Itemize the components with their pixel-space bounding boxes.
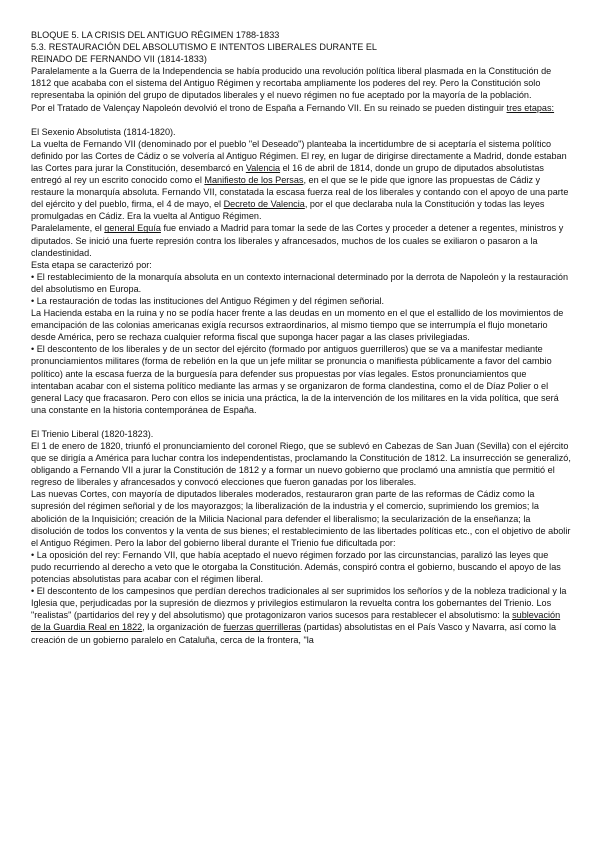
- trienio-paragraph-2: Las nuevas Cortes, con mayoría de diputados liberales moderados, restauraron gran parte de las reformas de Cádiz como la supresión del régimen señorial y de los mayorazgos; la liberalización de la industria y el comercio, suprimiendo los gremios; la abolición de la Inquisición; creación de la Milicia Nacional para defender el liberalismo; la secularización de la enseñanza; la disolución de todos los conventos y la venta de sus bienes; el restablecimiento de las libertades políticas etc., con el objetivo de abolir el Antiguo Régimen. Pero la labor del gobierno liberal durante el Trienio fue dificultada por:: [31, 489, 571, 548]
- sexenio-paragraph-3: Esta etapa se caracterizó por:: [31, 259, 152, 270]
- document-page: [31, 29, 571, 646]
- sexenio-text-d: , por el que declaraba nula la Constitución y todas las leyes promulgadas en Cádiz. Era la vuelta al Antiguo Régimen.: [31, 199, 545, 222]
- trienio-paragraph-1: El 1 de enero de 1820, triunfó el pronunciamiento del coronel Riego, que se sublevó en Cabezas de San Juan (Sevilla) con el ejército que se dirigía a América para luchar contra los independentistas, proclamando la Constitución de 1812. La insurrección se generalizó, obligando a Fernando VII a jurar la Constitución de 1812 y a formar un nuevo gobierno que proclamó una amnistía que permitió el regreso de liberales y afrancesados y convocó elecciones que fueron ganadas por los liberales.: [31, 441, 571, 488]
- sexenio-text-c: , en el que se le pide que ignore las propuestas de Cádiz y restaure la monarquía absoluta. Fernando VII, constatada la escasa fuerza real de los liberales y contando con el apoyo de una parte del ejército y del pueblo, firma, el 4 de mayo, el: [31, 175, 569, 210]
- decreto-valencia-link: Decreto de Valencia: [223, 199, 305, 210]
- sexenio-paragraph-1: [31, 138, 571, 223]
- spacer: [31, 416, 571, 428]
- header-line-2: 5.3. RESTAURACIÓN DEL ABSOLUTISMO E INTENTOS LIBERALES DURANTE EL: [31, 42, 377, 53]
- header-line-1: BLOQUE 5. LA CRISIS DEL ANTIGUO RÉGIMEN 1788-1833: [31, 30, 280, 40]
- spacer: [31, 114, 571, 126]
- sexenio-p2-text-b: fue enviado a Madrid para tomar la sede de las Cortes y proceder a detener a regentes, ministros y diputados. Se inició una fuerte represión contra los liberales y afrancesados, muchos de los cuales se exiliaron o pasaron a la clandestinidad.: [31, 223, 564, 258]
- trienio-bullet-1: • La oposición del rey: Fernando VII, que había aceptado el nuevo régimen forzado por las circunstancias, paralizó las leyes que pudo recurriendo al derecho a veto que le otorgaba la Constitución. Además, conspiró contra el gobierno, buscando el apoyo de las potencias absolutistas para acabar con el régimen liberal.: [31, 549, 561, 585]
- trienio-b2-text-a: • El descontento de los campesinos que perdían derechos tradicionales al ser suprimidos los señoríos y de la nobleza tradicional y la Iglesia que, perjudicadas por la supresión de diezmos y privilegios estimularon la revuelta contra los gobernantes del Trienio. Los "realistas" (partidarios del rey y del absolutismo) que protagonizaron varios sucesos para restablecer el absolutismo: la: [31, 586, 567, 621]
- intro-paragraph-2: [31, 102, 571, 114]
- sexenio-title: El Sexenio Absolutista (1814-1820).: [31, 126, 176, 137]
- manifiesto-persas-link: Manifiesto de los Persas: [204, 175, 304, 186]
- trienio-b2-text-c: (partidas) absolutistas en el País Vasco y Navarra, así como la creación de un gobierno paralelo en Cataluña, cerca de la frontera, "la: [31, 622, 557, 645]
- sexenio-bullet-3: • El descontento de los liberales y de un sector del ejército (formado por antiguos guerrilleros) que se va a manifestar mediante pronunciamientos militares (forma de rebelión en la que un jefe militar se pronuncia o manifiesta públicamente a favor del cambio político) ante la escasa fuerza de la burguesía para defender sus propuestas por vías legales. Estos pronunciamientos que intentaban acabar con el sistema político mediante las armas y se organizaron de forma clandestina, como el de Díaz Polier o el general Lacy que fracasaron. Pero con ellos se inicia una práctica, la de la intervención de los militares en la vida política, que será una constante en la historia contemporánea de España.: [31, 344, 559, 415]
- sexenio-bullet-2: • La restauración de todas las instituciones del Antiguo Régimen y del régimen señorial.: [31, 295, 384, 306]
- trienio-b2-text-b: , la organización de: [142, 622, 224, 633]
- fuerzas-guerrilleras-link: fuerzas guerrilleras: [223, 622, 301, 633]
- guardia-real-link: sublevación de la Guardia Real en 1822: [31, 610, 561, 633]
- sexenio-bullet-1: • El restablecimiento de la monarquía absoluta en un contexto internacional determinado por la derrota de Napoleón y la restauración del absolutismo en Europa.: [31, 271, 569, 294]
- intro-paragraph-1: Paralelamente a la Guerra de la Independencia se había producido una revolución política liberal plasmada en la Constitución de 1812 que acababa con el sistema del Antiguo Régimen y recortaba ampliamente los poderes del rey. Pero la Constitución solo representaba la opinión del grupo de diputados liberales y el nuevo régimen no fue aceptado por la mayoría de la población.: [31, 66, 552, 101]
- sexenio-paragraph-4: La Hacienda estaba en la ruina y no se podía hacer frente a las deudas en un momento en el que el estallido de los movimientos de emancipación de las colonias americanas exigía recursos extraordinarios, al mismo tiempo que se interrumpía el flujo monetario desde América, pero se rechaza cualquier reforma fiscal que suponga hacer pagar a las clases privilegiadas.: [31, 308, 564, 343]
- header-line-3: REINADO DE FERNANDO VII (1814-1833): [31, 54, 207, 65]
- trienio-bullet-2: [31, 585, 571, 645]
- sexenio-p2-text-a: Paralelamente, el: [31, 223, 105, 234]
- general-eguia-link: general Eguía: [104, 223, 161, 234]
- sexenio-paragraph-2: [31, 222, 571, 258]
- valencia-link: Valencia: [245, 162, 281, 173]
- trienio-title: El Trienio Liberal (1820-1823).: [31, 428, 154, 439]
- sexenio-text-a: La vuelta de Fernando VII (denominado por el pueblo "el Deseado") planteaba la incertidumbre de si aceptaría el sistema político definido por las Cortes de Cádiz o se volvería al Antiguo Régimen. El rey, en lugar de dirigirse directamente a Madrid, donde estaban las Cortes para jurar la Constitución, desembarcó en: [31, 138, 567, 173]
- sexenio-text-b: el 16 de abril de 1814, donde un grupo de diputados absolutistas entregó al rey un escrito conocido como el: [31, 162, 544, 186]
- stages-link: tres etapas:: [506, 102, 555, 113]
- intro-text: Por el Tratado de Valençay Napoleón devolvió el trono de España a Fernando VII. En su reinado se pueden distinguir: [31, 102, 507, 113]
